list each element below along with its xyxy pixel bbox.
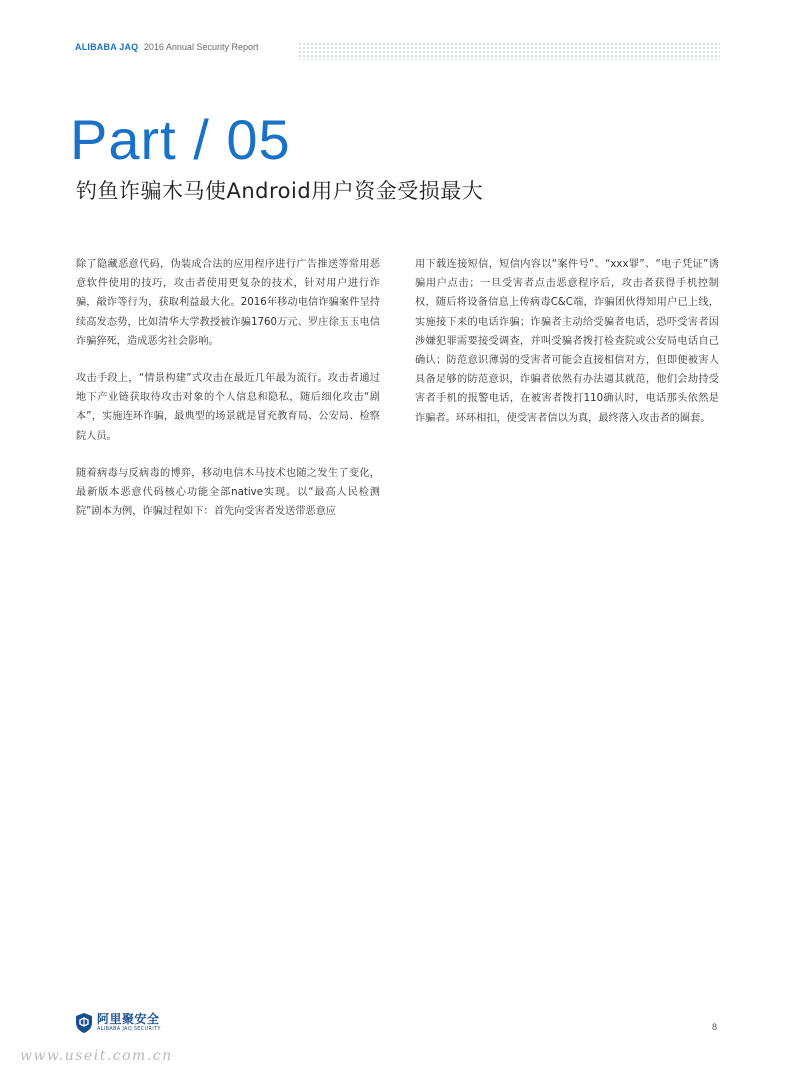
paragraph: 用下载连接短信，短信内容以“案件号”、“xxx罪”、“电子凭证”诱骗用户点击；一旦受害者点击恶意程序后，攻击者获得手机控制权，随后将设备信息上传病毒C&C端，诈骗团伙得知用户已上线，实施接下来的电话诈骗；诈骗者主动给受骗者电话，恐吓受害者因涉嫌犯罪需要接受调查，并叫受骗者拨打检查院或公安局电话自己确认；防范意识薄弱的受害者可能会直接相信对方，但即便被害人具备足够的防范意识，诈骗者依然有办法逼其就范，他们会劫持受害者手机的报警电话，在被害者拨打110确认时，电话那头依然是诈骗者。环环相扣，使受害者信以为真，最终落入攻击者的圈套。 [415, 259, 719, 424]
footer-logo [75, 1010, 161, 1036]
right-text-column [415, 255, 719, 446]
page-number: 8 [712, 1022, 718, 1032]
watermark: www.useit.com.cn [20, 1048, 173, 1064]
section-subtitle: 钓鱼诈骗木马使Android用户资金受损最大 [76, 179, 484, 203]
paragraph: 除了隐藏恶意代码，伪装成合法的应用程序进行广告推送等常用恶意软件使用的技巧，攻击者使用更复杂的技术，针对用户进行诈骗，敲诈等行为，获取利益最大化。2016年移动电信诈骗案件呈持续高发态势，比如清华大学教授被诈骗1760万元、罗庄徐玉玉电信诈骗猝死，造成恶劣社会影响。 [76, 259, 380, 347]
header-brand: ALIBABA JAQ [75, 42, 139, 52]
paragraph: 随着病毒与反病毒的博弈，移动电信木马技术也随之发生了变化，最新版本恶意代码核心功能全部native实现。以“最高人民检测院”剧本为例，诈骗过程如下：首先向受害者发送带恶意应 [76, 467, 380, 518]
header-report-title: 2016 Annual Security Report [143, 42, 259, 52]
shield-logo-icon [75, 1012, 93, 1034]
report-header [75, 42, 258, 58]
paragraph: 攻击手段上，“情景构建”式攻击在最近几年最为流行。攻击者通过地下产业链获取待攻击对象的个人信息和隐私，随后细化攻击“剧本”，实施连环诈骗，最典型的场景就是冒充教育局、公安局、检察院人员。 [76, 373, 380, 442]
header-dot-pattern [298, 42, 720, 60]
left-text-column [76, 255, 380, 539]
logo-text-en: ALIBABA JAQ SECURITY [97, 1026, 161, 1032]
logo-text-cn: 阿里聚安全 [97, 1012, 160, 1026]
part-title: Part / 05 [70, 108, 291, 171]
